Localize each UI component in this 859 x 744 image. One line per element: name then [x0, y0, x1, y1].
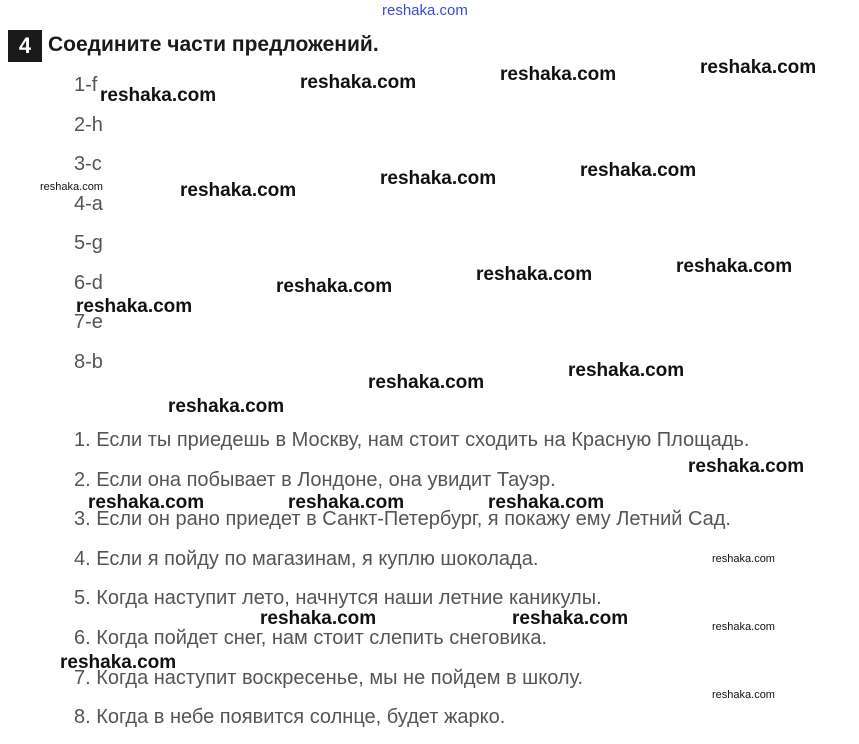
answer-item: 3-c	[74, 153, 102, 175]
answer-item: 5-g	[74, 232, 103, 254]
watermark: reshaka.com	[476, 264, 593, 285]
watermark: reshaka.com	[712, 553, 775, 565]
watermark: reshaka.com	[488, 492, 605, 513]
watermark: reshaka.com	[300, 72, 417, 93]
watermark: reshaka.com	[168, 396, 285, 417]
watermark: reshaka.com	[76, 296, 193, 317]
task-number-badge: 4	[8, 30, 42, 62]
watermark: reshaka.com	[88, 492, 205, 513]
watermark: reshaka.com	[580, 160, 697, 181]
task-title: Соедините части предложений.	[48, 33, 379, 56]
answer-item: 2-h	[74, 113, 103, 136]
answer-item: 1-f	[74, 74, 98, 96]
watermark: reshaka.com	[60, 652, 177, 673]
site-link[interactable]: reshaka.com	[382, 2, 468, 19]
answer-item: 6-d	[74, 271, 103, 294]
answer-item: 8-b	[74, 350, 103, 373]
watermark: reshaka.com	[260, 608, 377, 629]
watermark: reshaka.com	[700, 57, 817, 78]
watermark: reshaka.com	[100, 85, 217, 106]
watermark: reshaka.com	[712, 689, 775, 701]
watermark: reshaka.com	[40, 181, 103, 193]
watermark: reshaka.com	[368, 372, 485, 393]
answer-list	[74, 72, 103, 388]
sentence-item: 7. Когда наступит воскресенье, мы не пойдем в школу.	[74, 666, 584, 689]
watermark: reshaka.com	[276, 276, 393, 297]
watermark: reshaka.com	[288, 492, 405, 513]
watermark: reshaka.com	[512, 608, 629, 629]
sentence-item: 8. Когда в небе появится солнце, будет жарко.	[74, 706, 506, 729]
sentence-item: 6. Когда пойдет снег, нам стоит слепить снеговика.	[74, 626, 548, 649]
watermark: reshaka.com	[380, 168, 497, 189]
sentence-item: 4. Если я пойду по магазинам, я куплю шоколада.	[74, 547, 539, 570]
sentence-item: 3. Если он рано приедет в Санкт-Петербург, я покажу ему Летний Сад.	[74, 508, 731, 531]
sentence-item: 2. Если она побывает в Лондоне, она увидит Тауэр.	[74, 468, 556, 491]
watermark: reshaka.com	[180, 180, 297, 201]
watermark: reshaka.com	[676, 256, 793, 277]
watermark: reshaka.com	[712, 621, 775, 633]
sentence-item: 5. Когда наступит лето, начнутся наши летние каникулы.	[74, 587, 602, 610]
answer-item: 4-a	[74, 192, 103, 215]
watermark: reshaka.com	[688, 456, 805, 477]
answer-item: 7-e	[74, 311, 103, 333]
watermark: reshaka.com	[500, 64, 617, 85]
watermark: reshaka.com	[568, 360, 685, 381]
sentence-list	[74, 427, 749, 744]
sentence-item: 1. Если ты приедешь в Москву, нам стоит сходить на Красную Площадь.	[74, 429, 750, 451]
